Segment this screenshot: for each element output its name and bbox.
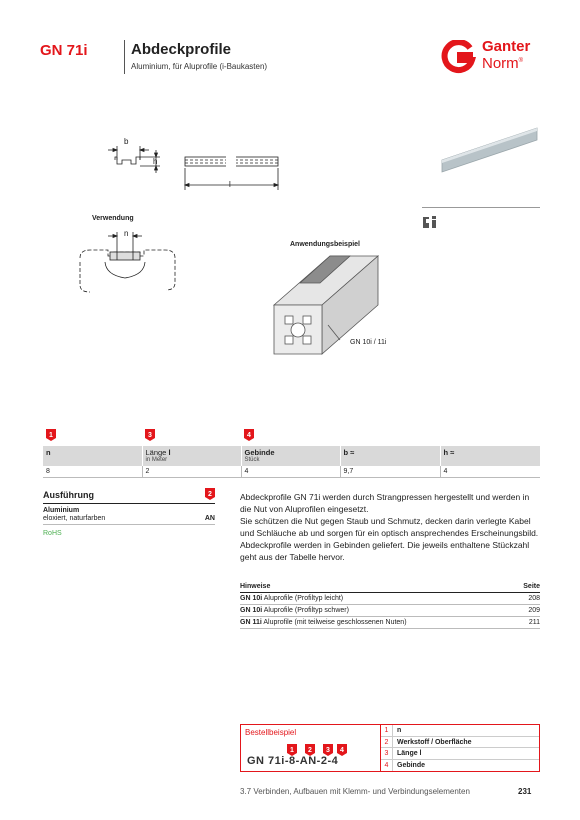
order-title: Bestellbeispiel — [245, 728, 297, 737]
ausfuehrung-heading: Ausführung 2 — [43, 490, 215, 504]
marker-4 — [244, 429, 254, 441]
svg-text:4: 4 — [340, 747, 344, 754]
ausfuehrung-section — [43, 490, 215, 537]
page-subtitle: Aluminium, für Aluprofile (i-Baukasten) — [131, 62, 268, 71]
photo-separator — [422, 207, 540, 208]
logo-reg: ® — [518, 58, 524, 64]
svg-text:2: 2 — [308, 747, 312, 754]
marker-3 — [145, 429, 155, 441]
logo-line2: Norm — [482, 55, 519, 72]
order-legend-row: 4 Gebinde — [381, 760, 539, 772]
hinweis-row[interactable]: GN 11i Aluprofile (mit teilweise geschlossenen Nuten) 211 — [240, 617, 540, 629]
cell: 9,7 — [340, 466, 440, 478]
dim-h-label: h — [153, 157, 158, 166]
dim-l-label: l — [229, 180, 231, 189]
product-code: GN 71i — [40, 42, 88, 59]
order-legend-row: 2 Werkstoff / Oberfläche — [381, 737, 539, 749]
order-legend — [381, 725, 539, 771]
col-n: n — [43, 446, 142, 466]
marker-2 — [205, 488, 215, 502]
logo-line1: Ganter — [482, 38, 531, 55]
cell: 4 — [241, 466, 340, 478]
hinweis-row[interactable]: GN 10i Aluprofile (Profiltyp schwer) 209 — [240, 605, 540, 617]
svg-text:4: 4 — [247, 432, 251, 439]
info-i-icon — [422, 213, 440, 231]
col-gebinde: Gebinde Stück — [241, 446, 340, 466]
verwendung-caption: Verwendung — [92, 215, 134, 222]
order-legend-row: 3 Länge l — [381, 748, 539, 760]
rohs-label: RoHS — [43, 530, 62, 537]
marker-1 — [46, 429, 56, 441]
cell: 4 — [440, 466, 540, 478]
svg-text:2: 2 — [208, 491, 212, 498]
order-example-left — [241, 725, 381, 771]
description-paragraph: Abdeckprofile GN 71i werden durch Strangpressen hergestellt und werden in die Nut von Aluprofilen eingesetzt. — [240, 492, 530, 514]
col-laenge: Länge l in Meter — [142, 446, 241, 466]
hinweise-heading: Hinweise Seite — [240, 583, 540, 593]
spec-table — [43, 446, 540, 478]
svg-text:1: 1 — [290, 747, 294, 754]
anwendung-label: GN 10i / 11i — [350, 339, 387, 346]
description-paragraph: Sie schützen die Nut gegen Staub und Schmutz, decken darin verlegte Kabel und Schläuche ab und sorgen für ein optisch ansprechendes Erscheinungsbild. — [240, 516, 539, 538]
svg-text:3: 3 — [148, 432, 152, 439]
cell: 2 — [142, 466, 241, 478]
finish-row: eloxiert, naturfarben AN — [43, 514, 215, 525]
svg-text:1: 1 — [49, 432, 53, 439]
hinweise-section — [240, 583, 540, 629]
page-title: Abdeckprofile — [131, 41, 232, 58]
footer-section: 3.7 Verbinden, Aufbauen mit Klemm- und Verbindungselementen — [240, 787, 470, 796]
cell: 8 — [43, 466, 142, 478]
anwendung-caption: Anwendungsbeispiel — [290, 241, 361, 248]
dim-n-label: n — [124, 229, 129, 238]
col-h: h ≈ — [440, 446, 540, 466]
order-code: GN 71i-8-AN-2-4 — [247, 755, 339, 767]
page-number: 231 — [518, 787, 532, 796]
description — [240, 491, 540, 563]
svg-text:3: 3 — [326, 747, 330, 754]
dim-b-label: b — [124, 137, 129, 146]
table-header-row — [43, 446, 540, 466]
description-paragraph: Abdeckprofile werden in Gebinden geliefert. Die jeweils enthaltene Stückzahl geht aus der Tabelle hervor. — [240, 540, 530, 562]
order-legend-row: 1 n — [381, 725, 539, 737]
order-example-box — [240, 724, 540, 772]
col-b: b ≈ — [340, 446, 440, 466]
hinweis-row[interactable]: GN 10i Aluprofile (Profiltyp leicht) 208 — [240, 593, 540, 605]
material-label: Aluminium — [43, 507, 80, 514]
table-row — [43, 466, 540, 478]
